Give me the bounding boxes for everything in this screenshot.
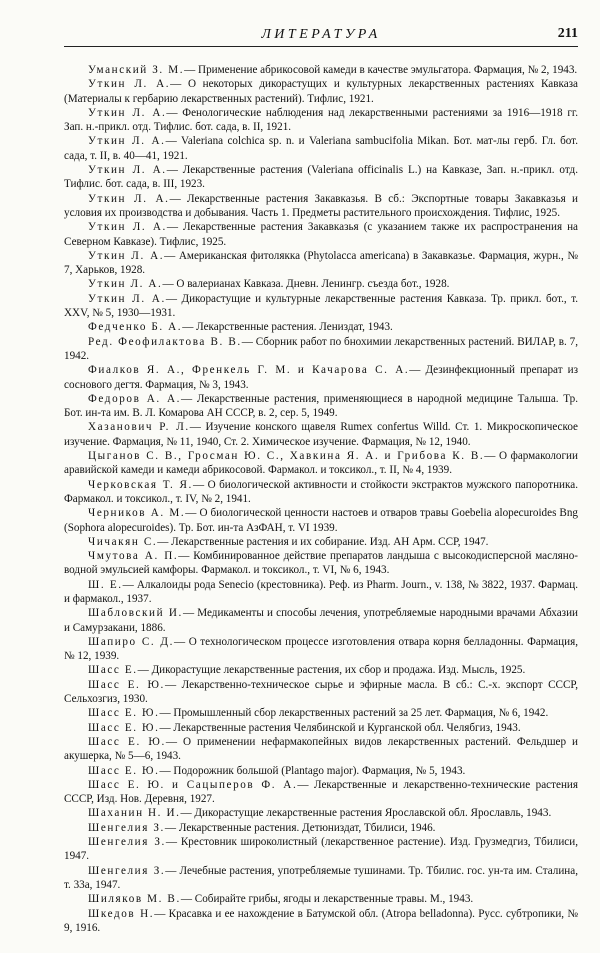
entry-author: Уткин Л. А. bbox=[88, 278, 163, 291]
entry-text: — Применение абрикосовой камеди в качестве эмульгатора. Фармация, № 2, 1943. bbox=[184, 64, 578, 76]
bibliography-entry bbox=[64, 134, 578, 163]
entry-text: — Крестовник широколистный (лекарственное растение). Изд. Грузмедгиз, Тбилиси, 1947. bbox=[64, 836, 578, 863]
entry-text: — Собирайте грибы, ягоды и лекарственные травы. М., 1943. bbox=[180, 893, 474, 906]
bibliography-entry bbox=[64, 449, 578, 478]
entry-author: Шиляков М. В. bbox=[88, 893, 181, 906]
bibliography-entry bbox=[64, 663, 578, 677]
entry-author: Шабловский И. bbox=[88, 607, 183, 620]
bibliography-entry bbox=[64, 420, 578, 449]
entry-author: Шасс Е. Ю. bbox=[88, 721, 160, 734]
bibliography-entry bbox=[64, 63, 578, 77]
entry-author: Шасс Е. Ю. bbox=[88, 764, 160, 777]
bibliography-entry bbox=[64, 363, 578, 392]
bibliography-entry bbox=[64, 106, 578, 135]
entry-author: Уткин Л. А. bbox=[88, 192, 170, 205]
bibliography-entry bbox=[64, 392, 578, 421]
entry-text: — Сборник работ по бнохимии лекарственных растений. ВИЛАР, в. 7, 1942. bbox=[64, 335, 578, 362]
entry-text: — О биологической активности и стойкости экстрактов мужского папоротника. Фармакол. и токсикол., т. IV, № 2, 1941. bbox=[64, 478, 578, 505]
entry-author: Шасс Е. Ю. bbox=[88, 678, 165, 691]
entry-author: Уткин Л. А. bbox=[88, 135, 166, 148]
bibliography-entry bbox=[64, 506, 578, 535]
entry-author: Уткин Л. А. bbox=[88, 106, 167, 119]
bibliography-entry bbox=[64, 77, 578, 106]
bibliography-entry bbox=[64, 721, 578, 735]
entry-text: — О биологической ценности настоев и отваров травы Goebelia alopecuroides Bng (Sophora alopecuroides). Тр. Бот. ин-та АзФАН, т. VI 1939. bbox=[64, 507, 578, 534]
entry-author: Шаханин Н. И. bbox=[88, 807, 181, 820]
entry-author: Шенгелия З. bbox=[88, 821, 165, 834]
entry-text: — Американская фитолякка (Phytolacca americana) в Закавказье. Фармация, журн., № 7, Харьков, 1928. bbox=[64, 249, 578, 277]
entry-author: Фиалков Я. А., Френкель Г. М. и Качарова С. А. bbox=[88, 364, 410, 377]
bibliography-entry bbox=[64, 249, 578, 278]
entry-text: — Лекарственные растения и их собирание. Изд. АН Арм. ССР, 1947. bbox=[157, 535, 489, 548]
entry-text: — О технологическом процессе изготовления отвара корня белладонны. Фармация, № 12, 1939. bbox=[64, 635, 578, 663]
entry-text: — Лекарственные растения. Детюниздат, Тбилиси, 1946. bbox=[164, 821, 436, 834]
entry-text: — Лекарственные растения Челябинской и Курганской обл. Челябгиз, 1943. bbox=[159, 721, 521, 734]
entry-text: — Лекарственные растения, применяющиеся в народной медицине Талыша. Тр. Бот. ин-та им. В. Л. Комарова АН СССР, в. 2, сер. 5, 1949. bbox=[64, 392, 578, 420]
entry-text: — Изучение конского щавеля Rumex confertus Willd. Ст. 1. Микроскопическое изучение. Фармация, № 11, 1940, Ст. 2. Химическое изучение. Фармация, № 12, 1940. bbox=[64, 421, 578, 448]
entry-text: — Красавка и ее нахождение в Батумской обл. (Atropa belladonna). Русс. субтропики, № 9, 1916. bbox=[64, 907, 579, 934]
entry-text: — Дикорастущие лекарственные растения Ярославской обл. Ярославль, 1943. bbox=[180, 807, 552, 820]
entry-text: — Лекарственные растения (Valeriana officinalis L.) на Кавказе, Зап. н.-прикл. отд. Тифлис. бот. сада, в. III, 1923. bbox=[64, 164, 578, 191]
bibliography-entry bbox=[64, 735, 578, 764]
entry-author: Уткин Л. А. bbox=[88, 221, 167, 234]
entry-text: — Дикорастущие лекарственные растения, их сбор и продажа. Изд. Мысль, 1925. bbox=[137, 664, 526, 677]
entry-author: Уткин Л. А. bbox=[88, 292, 166, 305]
entry-author: Уткин Л. А. bbox=[88, 164, 167, 177]
entry-text: — Медикаменты и способы лечения, употребляемые народными врачами Абхазии и Самурзакани, 1886. bbox=[64, 607, 578, 634]
entry-author: Уманский З. М. bbox=[88, 64, 185, 76]
entry-text: — О валерианах Кавказа. Дневн. Ленингр. съезда бот., 1928. bbox=[162, 278, 450, 291]
entry-author: Уткин Л. А. bbox=[88, 249, 165, 262]
bibliography-entry bbox=[64, 892, 578, 906]
entry-author: Федченко Б. А. bbox=[88, 321, 183, 334]
bibliography-entry bbox=[64, 778, 578, 807]
page-number: 211 bbox=[557, 26, 578, 41]
bibliography-entry bbox=[64, 578, 578, 607]
entry-author: Ред. Феофилактова В. В. bbox=[88, 335, 242, 348]
entry-text: — Фенологические наблюдения над лекарственными растениями за 1916—1918 гг. Зап. н.-прикл. отд. Тифлис. бот. сада, в. II, 1921. bbox=[64, 106, 579, 134]
bibliography-entry bbox=[64, 320, 578, 334]
entry-text: — Лекарственные растения. Лениздат, 1943. bbox=[182, 321, 393, 334]
bibliography-entry bbox=[64, 220, 578, 249]
bibliography-entry bbox=[64, 635, 578, 664]
entry-text: — Подорожник большой (Plantago major). Фармация, № 5, 1943. bbox=[159, 764, 466, 777]
bibliography-entry bbox=[64, 864, 578, 893]
entry-author: Цыганов С. В., Гросман Ю. С., Хавкина Я. А. и Грибова К. В. bbox=[88, 450, 485, 463]
entry-text: — О некоторых дикорастущих и культурных лекарственных растениях Кавказа (Материалы к гербарию лекарственных растений). Тифлис, 1921. bbox=[64, 78, 578, 105]
entry-text: — О фармакологии аравийской камеди и камеди абрикосовой. Фармакол. и токсикол., т. II, № 4, 1939. bbox=[64, 450, 578, 477]
entry-text: — Лекарственные и лекарственно-технические растения СССР, Изд. Нов. Деревня, 1927. bbox=[64, 778, 578, 806]
bibliography-entry bbox=[64, 478, 578, 507]
entry-author: Шенгелия З. bbox=[88, 864, 166, 877]
bibliography-entry bbox=[64, 192, 578, 221]
entry-text: — Алкалоиды рода Senecio (крестовника). Реф. из Pharm. Journ., v. 138, № 3822, 1937. Фармац. и фармакол., 1937. bbox=[64, 578, 578, 605]
bibliography-list bbox=[64, 63, 578, 935]
bibliography-entry bbox=[64, 163, 578, 192]
entry-text: — Дикорастущие и культурные лекарственные растения Кавказа. Тр. прикл. бот., т. XXV, № 5, 1930—1931. bbox=[64, 292, 579, 320]
bibliography-entry bbox=[64, 764, 578, 778]
entry-author: Ш. Е. bbox=[88, 578, 123, 591]
running-header bbox=[64, 25, 578, 47]
entry-author: Чичакян С. bbox=[88, 535, 158, 548]
bibliography-entry bbox=[64, 606, 578, 635]
entry-text: — Промышленный сбор лекарственных растений за 25 лет. Фармация, № 6, 1942. bbox=[159, 707, 549, 720]
bibliography-entry bbox=[64, 535, 578, 549]
entry-text: — Лекарственно-техническое сырье и эфирные масла. В сб.: С.-х. экспорт СССР, Сельхозгиз, 1930. bbox=[64, 678, 578, 706]
bibliography-entry bbox=[64, 835, 578, 864]
bibliography-entry bbox=[64, 706, 578, 720]
bibliography-entry bbox=[64, 806, 578, 820]
bibliography-entry bbox=[64, 335, 578, 364]
bibliography-entry bbox=[64, 277, 578, 291]
entry-text: — Лекарственные растения Закавказья. В сб.: Экспортные товары Закавказья и условия их производства и добывания. Часть 1. Предметы растительного происхождения. Тифлис, 1925. bbox=[64, 192, 579, 219]
bibliography-entry bbox=[64, 821, 578, 835]
entry-author: Черковская Т. Я. bbox=[88, 478, 193, 491]
entry-author: Уткин Л. А. bbox=[88, 78, 171, 91]
bibliography-entry bbox=[64, 292, 578, 321]
entry-text: — Дезинфекционный препарат из соснового дегтя. Фармация, № 3, 1943. bbox=[64, 364, 578, 391]
bibliography-entry bbox=[64, 907, 578, 936]
entry-author: Шенгелия З. bbox=[88, 836, 166, 849]
entry-author: Федоров А. А. bbox=[88, 392, 182, 405]
bibliography-entry bbox=[64, 678, 578, 707]
entry-author: Шасс Е. Ю. bbox=[88, 707, 160, 720]
entry-text: — Лекарственные растения Закавказья (с указанием также их распространения на Северном Кавказе). Тифлис, 1925. bbox=[64, 221, 578, 248]
entry-author: Шапиро С. Д. bbox=[88, 635, 174, 648]
entry-author: Чмутова А. П. bbox=[88, 550, 179, 563]
entry-author: Хазанович Р. Л. bbox=[88, 421, 190, 434]
entry-text: — О применении нефармакопейных видов лекарственных растений. Фельдшер и акушерка, № 5—6, 1943. bbox=[64, 735, 578, 763]
entry-text: — Valeriana colchica sp. n. и Valeriana sambucifolia Mikan. Бот. мат-лы герб. Гл. бот. сада, т. II, в. 40—41, 1921. bbox=[64, 135, 578, 162]
header-rule bbox=[64, 46, 578, 47]
running-title: ЛИТЕРАТУРА bbox=[261, 27, 381, 42]
entry-author: Шасс Е. Ю. bbox=[88, 735, 166, 748]
entry-author: Шкедов Н. bbox=[88, 907, 155, 920]
entry-author: Шасс Е. Ю. и Сацыперов Ф. А. bbox=[88, 778, 298, 791]
entry-author: Шасс Е. bbox=[88, 664, 138, 677]
entry-author: Черников А. М. bbox=[88, 507, 186, 520]
entry-text: — Комбинированное действие препаратов ландыша с высокодисперсной масляно-водной эмульсией камфоры. Фармакол. и токсикол., т. VI, № 6, 1943. bbox=[64, 550, 578, 577]
bibliography-entry bbox=[64, 549, 578, 578]
entry-text: — Лечебные растения, употребляемые тушинами. Тр. Тбилис. гос. ун-та им. Сталина, т. 33а, 1947. bbox=[64, 864, 578, 891]
